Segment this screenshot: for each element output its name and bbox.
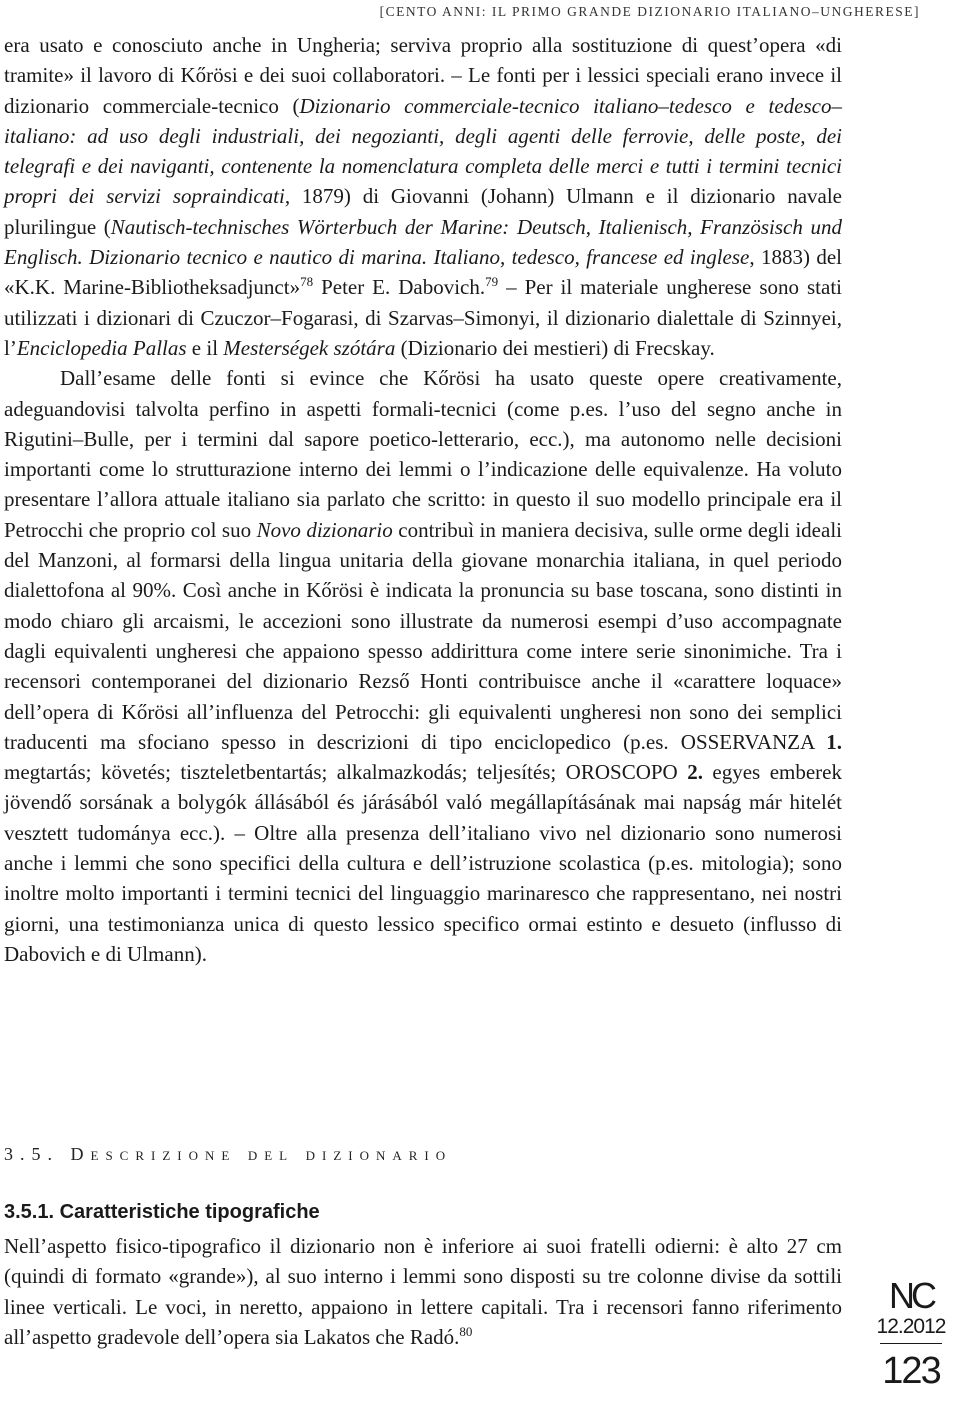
italic-title: Dizionario commerciale-tecnico italiano–tedesco e tedesco–italiano: ad uso degli industriali, dei negozianti, degli agenti delle ferrovie, delle poste, dei telegrafi e dei naviganti, contenente la nomenclatura completa delle merci e tutti i termini tecnici propri dei servizi sopraindicati [4,93,842,209]
italic-title: Novo dizionario [256,517,393,542]
subsection-text [4,1231,842,1352]
paragraph-sources [4,30,842,363]
journal-mark [876,1275,946,1392]
bold-number: 1. [826,729,842,754]
italic-title: Mesterségek szótára [223,335,396,360]
text-run: Nell’aspetto fisico-tipografico il dizionario non è inferiore ai suoi fratelli odierni: è alto 27 cm (quindi di formato «grande»), al suo interno i lemmi sono disposti su tre colonne divise da sottili linee verticali. Le voci, in neretto, appaiono in lettere capitali. Tra i recensori fanno riferimento all’aspetto gradevole dell’opera sia Lakatos che Radó. [4,1234,842,1349]
running-header: [CENTO ANNI: IL PRIMO GRANDE DIZIONARIO ITALIANO–UNGHERESE] [379,4,920,19]
journal-issue: 12.2012 [876,1315,946,1338]
page-number: 123 [882,1350,940,1392]
text-run: Peter E. Dabovich. [313,275,486,300]
journal-logo: NC [889,1275,933,1316]
subsection-heading: 3.5.1. Caratteristiche tipografiche [4,1201,320,1223]
paragraph-analysis [4,363,842,969]
bold-number: 2. [687,760,703,785]
text-run: era usato e conosciuto anche in Ungheria; serviva proprio alla sostituzione di quest’opera «di tramite» il lavoro di Kőrösi e dei suoi collaboratori. – Le fonti per i lessici speciali erano invece il dizionario commerciale-tecnico ( [4,33,842,118]
footnote-ref-78[interactable]: 78 [300,274,314,290]
text-run: (Dizionario dei mestieri) di Frecskay. [395,335,715,360]
footnote-ref-80[interactable]: 80 [459,1323,473,1339]
text-run: megtartás; követés; tiszteletbentartás; alkalmazkodás; teljesítés; OROSCOPO [4,760,688,785]
text-run: egyes emberek jövendő sorsának a bolygók állásából és járásából való megállapításának mai napság már hitelét vesztett tudománya ecc.). – Oltre alla presenza dell’italiano vivo nel dizionario sono numerosi anche i lemmi che sono specifici della cultura e dell’istruzione scolastica (p.es. mitologia); sono inoltre molto importanti i termini tecnici del linguaggio marinaresco che rappresentano, nei nostri giorni, una testimonianza unica di questo lessico specifico ormai estinto e desueto (influsso di Dabovich e di Ulmann). [4,760,842,966]
divider [880,1343,942,1344]
text-run: e il [186,335,224,360]
body-text [4,30,842,969]
paragraph-typography [4,1231,842,1352]
text-run: , 1879) di Giovanni (Johann) Ulmann e il dizionario navale plurilingue ( [4,184,842,239]
text-run: – Per il materiale ungherese sono stati utilizzati i dizionari di Czuczor–Fogarasi, di Szarvas–Simonyi, il dizionario dialettale di Szinnyei, l’ [4,275,842,360]
italic-title: Nautisch-technisches Wörterbuch der Marine: Deutsch, Italienisch, Französisch und Englisch. Dizionario tecnico e nautico di marina. Italiano, tedesco, francese ed inglese [4,214,842,270]
text-run: , 1883) del «K.K. Marine-Bibliotheksadjunct» [4,245,842,300]
footnote-ref-79[interactable]: 79 [485,274,499,290]
text-run: Dall’esame delle fonti si evince che Kőrösi ha usato queste opere creativamente, adeguandovisi talvolta perfino in aspetti formali-tecnici (come p.es. l’uso del segno anche in Rigutini–Bulle, per i termini dal sapore poetico-letterario, ecc.), ma autonomo nelle decisioni importanti come lo strutturazione interno dei lemmi o l’indicazione delle equivalenze. Ha voluto presentare l’allora attuale italiano sia parlato che scritto: in questo il suo modello principale era il Petrocchi che proprio col suo [4,366,842,542]
text-run: contribuì in maniera decisiva, sulle orme degli ideali del Manzoni, al formarsi della lingua unitaria della giovane monarchia italiana, in quel periodo dialettofona al 90%. Così anche in Kőrösi è indicata la pronuncia su base toscana, sono distinti in modo chiaro gli arcaismi, le accezioni sono illustrate da numerosi esempi d’uso accompagnate dagli equivalenti ungheresi che appaiono spesso addirittura come intere serie sinonimiche. Tra i recensori contemporanei del dizionario Rezső Honti contribuisce anche il «carattere loquace» dell’opera di Kőrösi all’influenza del Petrocchi: gli equivalenti ungheresi non sono dei semplici traducenti ma sfociano spesso in descrizioni di tipo enciclopedico (p.es. OSSERVANZA [4,517,842,754]
italic-title: Enciclopedia Pallas [16,335,187,360]
section-heading: 3.5. Descrizione del dizionario [4,1144,453,1164]
